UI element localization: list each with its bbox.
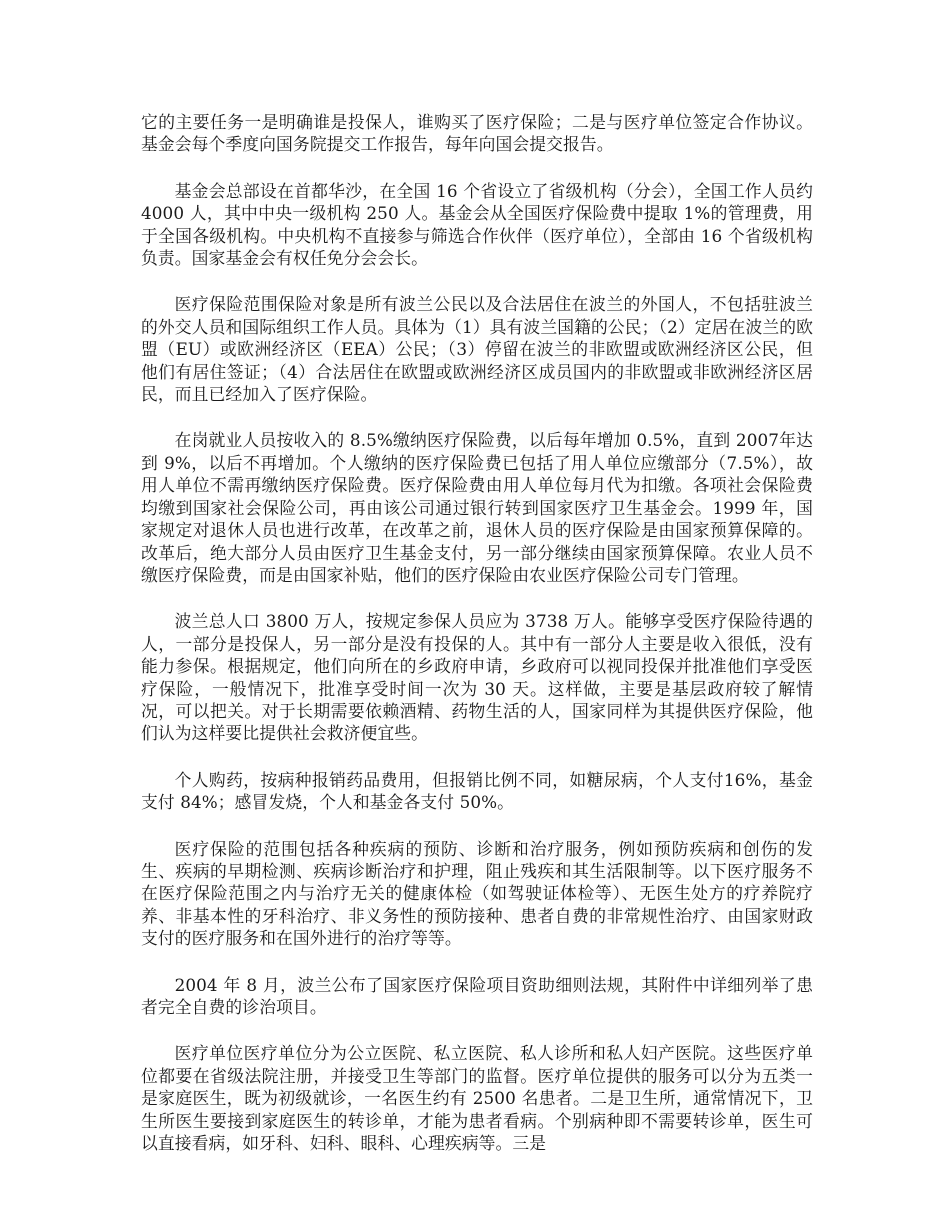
- paragraph-3: 医疗保险范围保险对象是所有波兰公民以及合法居住在波兰的外国人，不包括驻波兰的外交人员和国际组织工作人员。具体为（1）具有波兰国籍的公民；（2）定居在波兰的欧盟（EU）或欧洲经济区（EEA）公民；（3）停留在波兰的非欧盟或欧洲经济区公民，但他们有居住签证；（4）合法居住在欧盟或欧洲经济区成员国内的非欧盟或非欧洲经济区居民，而且已经加入了医疗保险。: [141, 294, 813, 405]
- document-page: [141, 111, 813, 1154]
- paragraph-6: 个人购药，按病种报销药品费用，但报销比例不同，如糖尿病，个人支付16%，基金支付 84%；感冒发烧，个人和基金各支付 50%。: [141, 769, 813, 813]
- paragraph-1: 它的主要任务一是明确谁是投保人，谁购买了医疗保险；二是与医疗单位签定合作协议。基金会每个季度向国务院提交工作报告，每年向国会提交报告。: [141, 112, 813, 155]
- paragraph-7: 医疗保险的范围包括各种疾病的预防、诊断和治疗服务，例如预防疾病和创伤的发生、疾病的早期检测、疾病诊断治疗和护理，阻止残疾和其生活限制等。以下医疗服务不在医疗保险范围之内与治疗无关的健康体检（如驾驶证体检等）、无医生处方的疗养院疗养、非基本性的牙科治疗、非义务性的预防接种、患者自费的非常规性治疗、由国家财政支付的医疗服务和在国外进行的治疗等等。: [141, 838, 813, 949]
- paragraph-2: 基金会总部设在首都华沙，在全国 16 个省设立了省级机构（分会），全国工作人员约 4000 人，其中中央一级机构 250 人。基金会从全国医疗保险费中提取 1%的管理费，用于全国各级机构。中央机构不直接参与筛选合作伙伴（医疗单位），全部由 16 个省级机构负责。国家基金会有权任免分会会长。: [141, 180, 813, 269]
- paragraph-9: 医疗单位医疗单位分为公立医院、私立医院、私人诊所和私人妇产医院。这些医疗单位都要在省级法院注册，并接受卫生等部门的监督。医疗单位提供的服务可以分为五类一是家庭医生，既为初级就诊，一名医生约有 2500 名患者。二是卫生所，通常情况下，卫生所医生要接到家庭医生的转诊单，才能为患者看病。个别病种即不需要转诊单，医生可以直接看病，如牙科、妇科、眼科、心理疾病等。三是: [141, 1043, 813, 1154]
- paragraph-4: 在岗就业人员按收入的 8.5%缴纳医疗保险费，以后每年增加 0.5%，直到 2007年达到 9%，以后不再增加。个人缴纳的医疗保险费已包括了用人单位应缴部分（7.5%），故用人单位不需再缴纳医疗保险费。医疗保险费由用人单位每月代为扣缴。各项社会保险费均缴到国家社会保险公司，再由该公司通过银行转到国家医疗卫生基金会。1999 年，国家规定对退休人员也进行改革，在改革之前，退休人员的医疗保险是由国家预算保障的。改革后，绝大部分人员由医疗卫生基金支付，另一部分继续由国家预算保障。农业人员不缴医疗保险费，而是由国家补贴，他们的医疗保险由农业医疗保险公司专门管理。: [141, 430, 813, 585]
- paragraph-5: 波兰总人口 3800 万人，按规定参保人员应为 3738 万人。能够享受医疗保险待遇的人，一部分是投保人，另一部分是没有投保的人。其中有一部分人主要是收入很低，没有能力参保。根据规定，他们向所在的乡政府申请，乡政府可以视同投保并批准他们享受医疗保险，一般情况下，批准享受时间一次为 30 天。这样做，主要是基层政府较了解情况，可以把关。对于长期需要依赖酒精、药物生活的人，国家同样为其提供医疗保险，他们认为这样要比提供社会救济便宜些。: [141, 611, 813, 744]
- paragraph-8: 2004 年 8 月，波兰公布了国家医疗保险项目资助细则法规，其附件中详细列举了患者完全自费的诊治项目。: [141, 974, 813, 1017]
